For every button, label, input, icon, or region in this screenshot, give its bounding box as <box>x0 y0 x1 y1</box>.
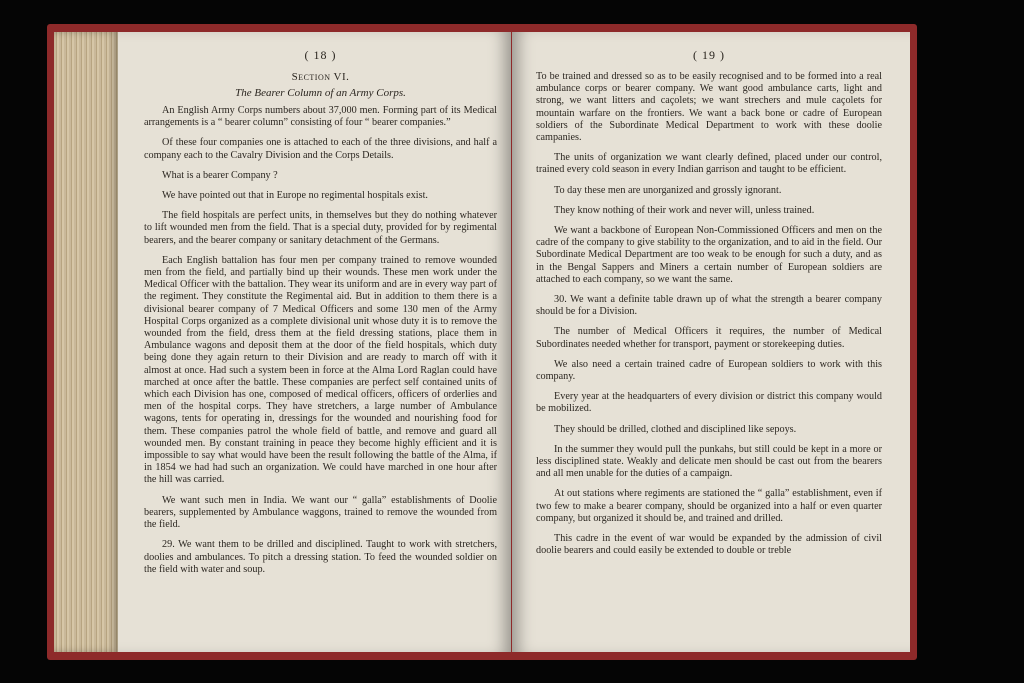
paragraph: At out stations where regiments are stationed the “ galla” establishment, even if two few to make a bearer company, should be organized into a half or even quarter company, but organized it should be, and trained and drilled. <box>536 488 882 524</box>
paragraph: An English Army Corps numbers about 37,000 men. Forming part of its Medical arrangements is a “ bearer column” consisting of four “ bearer companies.” <box>144 105 497 129</box>
right-page <box>512 32 910 652</box>
paragraph: Of these four companies one is attached to each of the three divisions, and half a company each to the Cavalry Division and the Corps Details. <box>144 137 497 161</box>
page-edges <box>54 32 120 652</box>
paragraph: We want such men in India. We want our “ galla” establishments of Doolie bearers, supplemented by Ambulance waggons, trained to remove the wounded from the field. <box>144 494 497 531</box>
paragraph: They should be drilled, clothed and disciplined like sepoys. <box>554 423 797 435</box>
paragraph: This cadre in the event of war would be expanded by the admission of civil doolie bearers and could easily be extended to double or treble <box>536 533 882 557</box>
paragraph: In the summer they would pull the punkahs, but still could be kept in a more or less disciplined state. Weakly and delicate men should be cast out from the bearers and all men unable for the duties of a campaign. <box>536 443 882 480</box>
paragraph: 29. We want them to be drilled and disciplined. Taught to work with stretchers, doolies and ambulances. To pitch a dressing station. To feed the wounded soldier on the field with water and soup. <box>144 539 497 575</box>
paragraph: 30. We want a definite table drawn up of what the strength a bearer company should be for a Division. <box>536 294 882 318</box>
page-number: ( 18 ) <box>304 48 337 62</box>
section-subtitle: The Bearer Column of an Army Corps. <box>235 87 406 99</box>
paragraph: What is a bearer Company ? <box>162 169 278 181</box>
paragraph: We have pointed out that in Europe no regimental hospitals exist. <box>162 190 428 202</box>
paragraph: The units of organization we want clearly defined, placed under our control, trained every cold season in every Indian garrison and taught to be efficient. <box>536 152 882 176</box>
section-heading: Section VI. <box>291 71 350 83</box>
paragraph: To be trained and dressed so as to be easily recognised and to be formed into a real ambulance corps or bearer company. We want good ambulance carts, light and strong, we want litters and caçolets; we want strechers and mule caçolets for mountain warfare on the frontiers. We want a back bone or cadre of European soldiers of the Subordinate Medical Department to work with these doolie campanies. <box>536 71 882 144</box>
paragraph: They know nothing of their work and never will, unless trained. <box>554 204 815 216</box>
paragraph: We want a backbone of European Non-Commissioned Officers and men on the cadre of the company to give stability to the organization, and to aid in the field. Our Subordinate Medical Department are too weak to be enough for such a duty, and as in the Bengal Sappers and Miners a certain number of European soldiers are attached to each company, so we want the same. <box>536 225 882 285</box>
paragraph: The field hospitals are perfect units, in themselves but they do nothing whatever to lift wounded men from the field. That is a special duty, provided for by regimental bearers, and the bearer company or sanitary detachment of the Germans. <box>144 210 497 246</box>
paragraph: We also need a certain trained cadre of European soldiers to work with this company. <box>536 358 882 383</box>
paragraph: To day these men are unorganized and grossly ignorant. <box>554 184 782 196</box>
paragraph: The number of Medical Officers it requires, the number of Medical Subordinates needed whether for transport, payment or storekeeping duties. <box>536 326 882 350</box>
paragraph: Each English battalion has four men per company trained to remove wounded men from the field, and partially bind up their wounds. These men work under the Medical Officer with the battalion. They wear its uniform and are in every way part of the regiment. They constitute the Regimental aid. But in addition to them there is a divisional bearer company of 7 Medical Officers and some 130 men of the Army Hospital Corps organized as a complete divisional unit whose duty it is to remove the wounded from the field, dress them at the field dressing stations, place them in Ambulance wagons and deposit them at the door of the field hospitals, which duty being done they again return to their Division and are ready to march off with it almost at once. Had such a system been in force at the Alma Lord Raglan could have marched at once after the battle. These companies are perfect self contained units of which each Division has one, composed of medical officers, officers of orderlies and men of the hospital corps. They have stretchers, a large number of Ambulance wagons, tents for operating in, dressings for the wounded and nourishing food for them. These companies patrol the whole field of battle, and remove and guard all wounded men. By constant training in peace they become highly efficient and it is impossible to say what would have been the result following the battle of the Alma, if in 1854 we had had such an organization. We could have marched in one hour after the hill was carried. <box>144 254 497 486</box>
paragraph: Every year at the headquarters of every division or district this company would be mobilized. <box>536 391 882 415</box>
page-number: ( 19 ) <box>693 48 725 62</box>
left-page <box>118 32 511 652</box>
